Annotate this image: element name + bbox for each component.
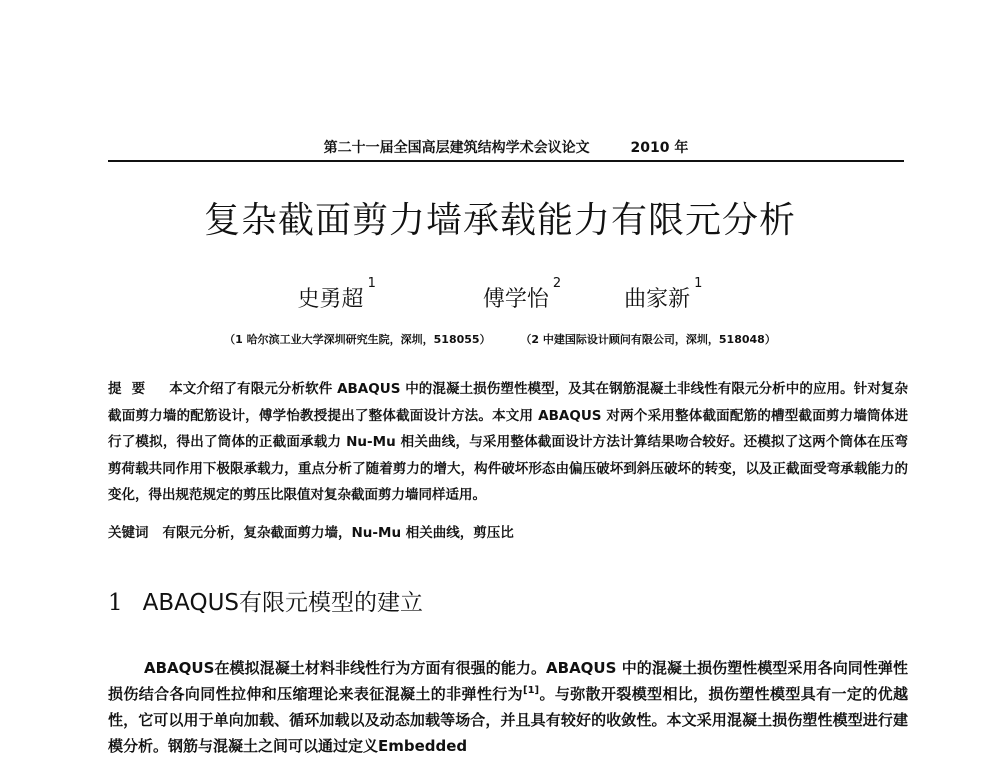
author (482, 276, 562, 313)
author (624, 276, 703, 313)
author-name: 傅学怡 (482, 287, 549, 312)
affiliation: （2 中建国际设计顾问有限公司，深圳，518048） (520, 333, 776, 346)
author-affiliation-mark: 1 (367, 276, 376, 291)
author-affiliation-mark: 1 (694, 276, 703, 291)
abstract-label: 提要 (108, 381, 156, 397)
abstract (108, 376, 908, 509)
author-affiliation-mark: 2 (552, 276, 562, 291)
body-text: 。与弥散开裂模型相比，损伤塑性模型具有一定的优越性，它可以用于单向加载、循环加载以及动态加载等场合，并且具有较好的收敛性。本文采用混凝土损伤塑性模型进行建模分析。钢筋与混凝土之间可以通过定义Embedded (108, 685, 908, 755)
affiliations (0, 331, 1000, 347)
section-title: ABAQUS有限元模型的建立 (142, 590, 424, 616)
citation-ref: [1] (523, 685, 540, 696)
author-list (0, 276, 1000, 313)
paper-title: 复杂截面剪力墙承载能力有限元分析 (203, 200, 796, 241)
affiliation: （1 哈尔滨工业大学深圳研究生院，深圳，518055） (224, 333, 491, 346)
body-paragraph (108, 655, 908, 759)
keywords-text: 有限元分析，复杂截面剪力墙，Nu-Mu 相关曲线，剪压比 (162, 525, 514, 541)
author-name: 史勇超 (297, 287, 364, 312)
keywords (108, 521, 908, 541)
author-name: 曲家新 (624, 287, 691, 312)
abstract-text: 本文介绍了有限元分析软件 ABAQUS 中的混凝土损伤塑性模型，及其在钢筋混凝土非线性有限元分析中的应用。针对复杂截面剪力墙的配筋设计，傅学怡教授提出了整体截面设计方法。本文用 ABAQUS 对两个采用整体截面配筋的槽型截面剪力墙筒体进行了模拟，得出了筒体的正截面承载力 Nu-Mu 相关曲线，与采用整体截面设计方法计算结果吻合较好。还模拟了这两个筒体在压弯剪荷载共同作用下极限承载力，重点分析了随着剪力的增大，构件破坏形态由偏压破坏到斜压破坏的转变，以及正截面受弯承载能力的变化，得出规范规定的剪压比限值对复杂截面剪力墙同样适用。 (108, 381, 909, 503)
conference-year: 2010 年 (630, 140, 689, 156)
running-header (108, 137, 904, 162)
keywords-label: 关键词 (108, 525, 149, 541)
conference-name: 第二十一届全国高层建筑结构学术会议论文 (323, 140, 590, 156)
author (297, 276, 376, 313)
body-text: ABAQUS在模拟混凝土材料非线性行为方面有很强的能力。ABAQUS 中的混凝土损伤塑性模型采用各向同性弹性损伤结合各向同性拉伸和压缩理论来表征混凝土的非弹性行为 (108, 659, 908, 703)
section-heading (108, 584, 423, 617)
section-number: 1 (108, 590, 123, 616)
